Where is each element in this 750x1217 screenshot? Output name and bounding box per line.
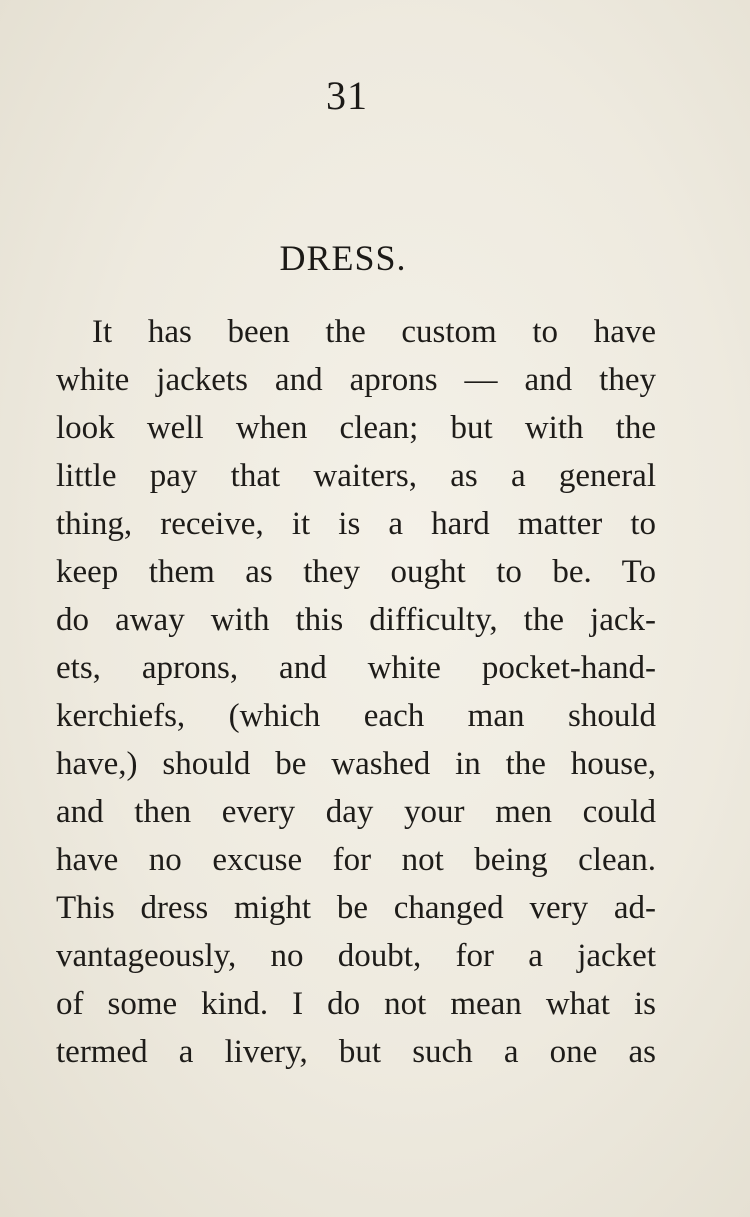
text-line: have,) should be washed in the house, [56,746,656,782]
body-paragraph [56,308,656,1076]
text-line: have no excuse for not being clean. [56,842,656,878]
text-line: thing, receive, it is a hard matter to [56,506,656,542]
text-line: termed a livery, but such a one as [56,1034,656,1070]
text-line: This dress might be changed very ad- [56,890,656,926]
text-line: kerchiefs, (which each man should [56,698,656,734]
text-line: ets, aprons, and white pocket-hand- [56,650,656,686]
text-line: and then every day your men could [56,794,656,830]
text-line: white jackets and aprons — and they [56,362,656,398]
text-line: little pay that waiters, as a general [56,458,656,494]
text-line: vantageously, no doubt, for a jacket [56,938,656,974]
text-line: look well when clean; but with the [56,410,656,446]
section-heading: DRESS. [279,238,407,278]
text-line: do away with this difficulty, the jack- [56,602,656,638]
text-line: keep them as they ought to be. To [56,554,656,590]
page-number: 31 [326,73,368,118]
text-line: of some kind. I do not mean what is [56,986,656,1022]
text-line: It has been the custom to have [92,314,656,350]
